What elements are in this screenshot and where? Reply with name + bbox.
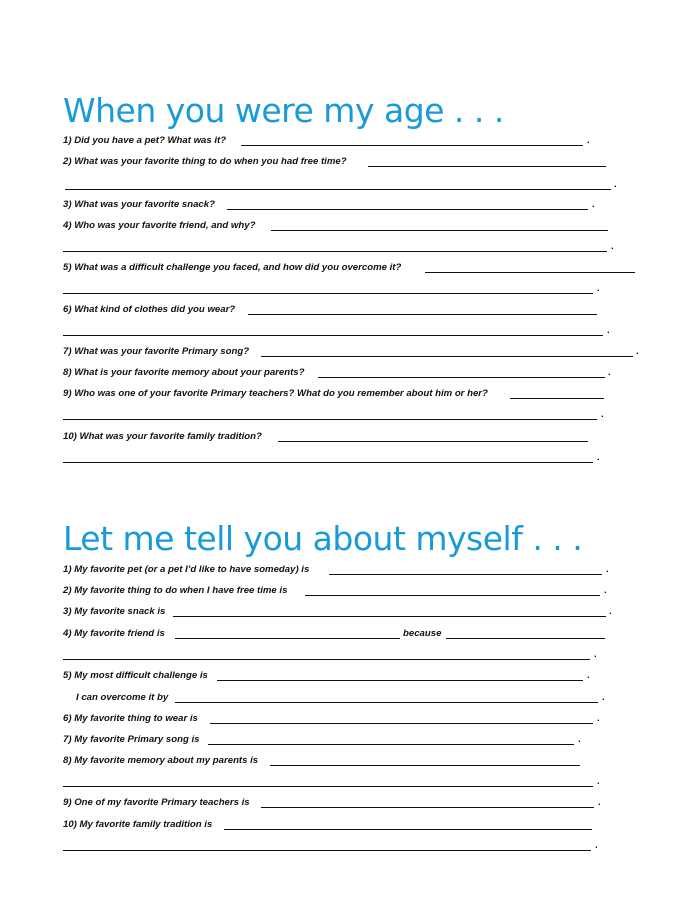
statement-5b-text: I can overcome it by (76, 692, 169, 703)
answer-7-line[interactable] (261, 356, 633, 357)
question-5 (63, 262, 643, 276)
question-2-text: 2) What was your favorite thing to do when you had free time? (63, 156, 347, 167)
answer-1-line[interactable] (241, 145, 583, 146)
question-5-continuation (63, 283, 633, 297)
answer-4-line[interactable] (271, 230, 608, 231)
statement-6 (63, 713, 623, 727)
period: . (578, 734, 581, 745)
question-6-text: 6) What kind of clothes did you wear? (63, 304, 236, 315)
question-5-text: 5) What was a difficult challenge you faced, and how did you overcome it? (63, 262, 402, 273)
question-10-continuation (63, 452, 633, 466)
answer-5-line-2[interactable] (63, 293, 593, 294)
answer-s6-line[interactable] (210, 723, 593, 724)
answer-10-line-2[interactable] (63, 462, 593, 463)
period: . (597, 713, 600, 724)
answer-2-line[interactable] (368, 166, 606, 167)
question-4-continuation (63, 241, 633, 255)
answer-s4-because-line[interactable] (446, 638, 605, 639)
period: . (602, 692, 605, 703)
answer-6-line[interactable] (248, 314, 597, 315)
answer-4-line-2[interactable] (63, 251, 607, 252)
answer-s3-line[interactable] (173, 616, 606, 617)
question-7 (63, 346, 643, 360)
question-7-text: 7) What was your favorite Primary song? (63, 346, 250, 357)
answer-s10-line-2[interactable] (63, 850, 591, 851)
answer-s9-line[interactable] (261, 807, 594, 808)
answer-s8-line-2[interactable] (63, 786, 593, 787)
statement-8-continuation (63, 776, 633, 790)
statement-5 (63, 670, 623, 684)
question-9 (63, 388, 623, 402)
statement-7 (63, 734, 623, 748)
statement-8-text: 8) My favorite memory about my parents is (63, 755, 259, 766)
statement-3 (63, 606, 623, 620)
question-4 (63, 220, 623, 234)
answer-10-line[interactable] (278, 441, 588, 442)
period: . (595, 840, 598, 851)
period: . (597, 452, 600, 463)
answer-s1-line[interactable] (329, 574, 602, 575)
answer-s4-line-2[interactable] (63, 659, 590, 660)
period: . (604, 585, 607, 596)
question-6 (63, 304, 623, 318)
statement-1 (63, 564, 623, 578)
period: . (592, 199, 595, 210)
answer-3-line[interactable] (227, 209, 588, 210)
answer-s2-line[interactable] (305, 595, 600, 596)
period: . (611, 241, 614, 252)
question-4-text: 4) Who was your favorite friend, and why? (63, 220, 256, 231)
question-9-continuation (63, 409, 633, 423)
statement-2-text: 2) My favorite thing to do when I have free time is (63, 585, 288, 596)
period: . (609, 606, 612, 617)
statement-7-text: 7) My favorite Primary song is (63, 734, 200, 745)
answer-5-line[interactable] (425, 272, 635, 273)
answer-s7-line[interactable] (208, 744, 574, 745)
answer-9-line-2[interactable] (63, 419, 597, 420)
question-2-continuation (63, 179, 633, 193)
statement-2 (63, 585, 623, 599)
question-9-text: 9) Who was one of your favorite Primary teachers? What do you remember about him or her? (63, 388, 488, 399)
question-1-text: 1) Did you have a pet? What was it? (63, 135, 227, 146)
answer-s5b-line[interactable] (175, 702, 598, 703)
question-8 (63, 367, 623, 381)
answer-9-line[interactable] (510, 398, 604, 399)
statement-4-because: because (403, 628, 442, 639)
question-6-continuation (63, 325, 633, 339)
statement-4-continuation (63, 649, 633, 663)
statement-8 (63, 755, 623, 769)
section-title-let-me-tell-you: Let me tell you about myself . . . (63, 519, 583, 558)
period: . (598, 797, 601, 808)
period: . (607, 325, 610, 336)
answer-8-line[interactable] (318, 377, 605, 378)
question-1 (63, 135, 623, 149)
period: . (614, 179, 617, 190)
period: . (587, 135, 590, 146)
statement-6-text: 6) My favorite thing to wear is (63, 713, 198, 724)
period: . (587, 670, 590, 681)
answer-s4-friend-line[interactable] (175, 638, 400, 639)
period: . (606, 564, 609, 575)
answer-2-line-2[interactable] (65, 189, 611, 190)
statement-10 (63, 819, 623, 833)
period: . (594, 649, 597, 660)
section-title-when-you-were-my-age: When you were my age . . . (63, 91, 504, 130)
answer-s8-line[interactable] (270, 765, 580, 766)
question-3-text: 3) What was your favorite snack? (63, 199, 215, 210)
statement-10-continuation (63, 840, 633, 854)
statement-1-text: 1) My favorite pet (or a pet I’d like to have someday) is (63, 564, 310, 575)
statement-4-text: 4) My favorite friend is (63, 628, 165, 639)
statement-3-text: 3) My favorite snack is (63, 606, 166, 617)
period: . (601, 409, 604, 420)
statement-5b (76, 692, 626, 706)
period: . (597, 283, 600, 294)
statement-10-text: 10) My favorite family tradition is (63, 819, 213, 830)
period: . (597, 776, 600, 787)
question-10 (63, 431, 623, 445)
period: . (608, 367, 611, 378)
question-10-text: 10) What was your favorite family tradition? (63, 431, 262, 442)
question-2 (63, 156, 623, 170)
statement-9-text: 9) One of my favorite Primary teachers is (63, 797, 250, 808)
answer-s5-line[interactable] (217, 680, 583, 681)
statement-9 (63, 797, 623, 811)
statement-5-text: 5) My most difficult challenge is (63, 670, 208, 681)
answer-6-line-2[interactable] (63, 335, 603, 336)
statement-4 (63, 628, 623, 642)
period: . (636, 346, 639, 357)
answer-s10-line[interactable] (224, 829, 592, 830)
question-3 (63, 199, 623, 213)
question-8-text: 8) What is your favorite memory about your parents? (63, 367, 305, 378)
